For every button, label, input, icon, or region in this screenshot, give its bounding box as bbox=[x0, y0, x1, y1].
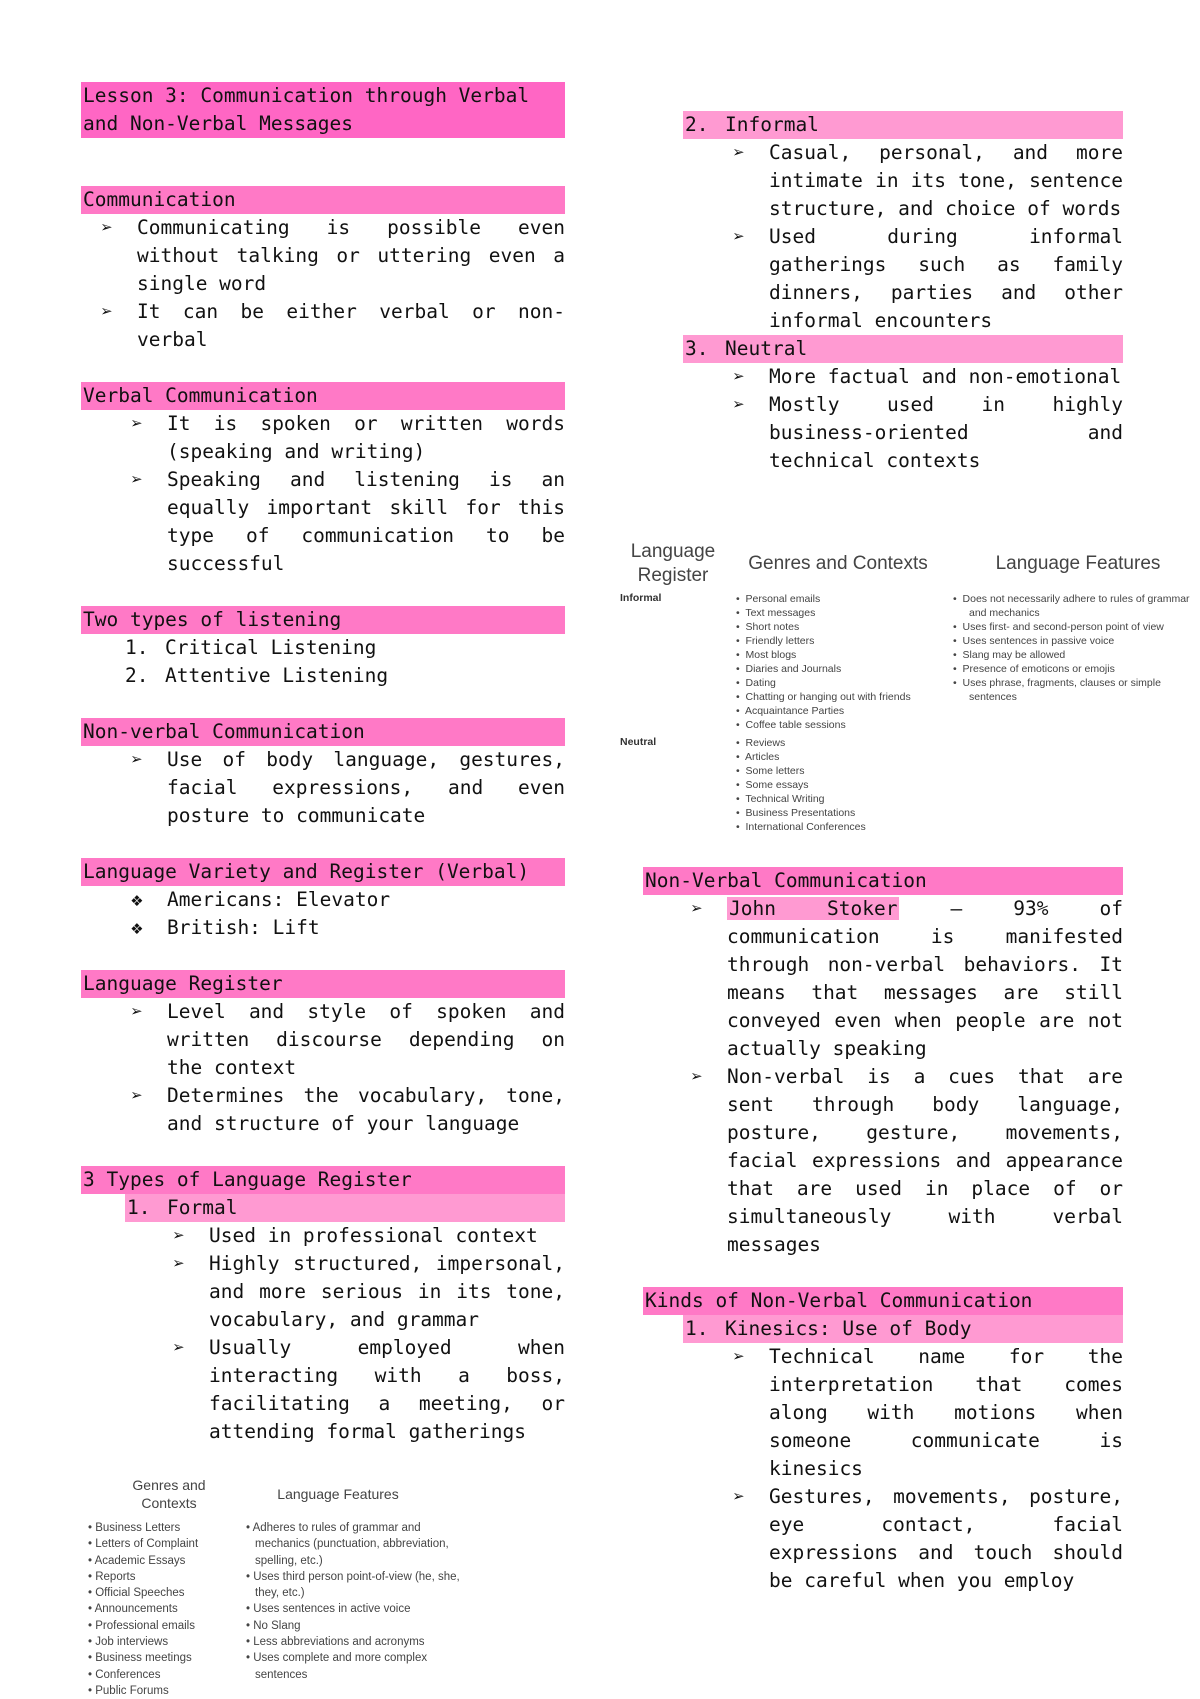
list-item: • Conferences bbox=[88, 1668, 161, 1681]
right-column-bottom bbox=[643, 867, 1123, 1595]
arrow-bullet-icon: ➢ bbox=[101, 216, 113, 239]
neutral-row-label: Neutral bbox=[620, 736, 657, 748]
arrow-bullet-icon: ➢ bbox=[131, 1084, 143, 1107]
formal-genres-list bbox=[88, 1520, 238, 1699]
list-item: ➢ It is spoken or written words (speaking and writing) bbox=[131, 412, 565, 463]
list-item: ➢ Gestures, movements, posture, eye contact, facial expressions and touch should be careful when you employ bbox=[733, 1485, 1123, 1592]
listening-heading: Two types of listening bbox=[81, 606, 565, 634]
register-table bbox=[618, 540, 1198, 840]
left-column bbox=[81, 82, 565, 1446]
variety-list bbox=[131, 886, 565, 942]
list-item: • Reviews bbox=[736, 737, 786, 749]
arrow-bullet-icon: ➢ bbox=[173, 1224, 185, 1247]
list-item: ❖ British: Lift bbox=[167, 914, 565, 942]
nonverbal-communication-heading: Non-Verbal Communication bbox=[643, 867, 1123, 895]
table-header-genres: Genres and Contexts bbox=[748, 553, 928, 574]
register-list bbox=[131, 998, 565, 1138]
list-item: • Official Speeches bbox=[88, 1587, 185, 1600]
communication-list bbox=[101, 214, 565, 354]
list-item: • No Slang bbox=[246, 1619, 301, 1632]
list-item: • Less abbreviations and acronyms bbox=[246, 1636, 425, 1649]
list-item: • Adheres to rules of grammar and mechanics (punctuation, abbreviation, spelling, etc.) bbox=[246, 1522, 449, 1567]
list-item: ➢ Determines the vocabulary, tone, and structure of your language bbox=[131, 1084, 565, 1135]
nonverbal-list bbox=[131, 746, 565, 830]
neutral-genres-list bbox=[736, 736, 956, 834]
verbal-list bbox=[131, 410, 565, 578]
formal-register-table bbox=[88, 1476, 488, 1697]
table-header-register: Language Register bbox=[630, 541, 716, 586]
register-heading: Language Register bbox=[81, 970, 565, 998]
formal-features-list bbox=[246, 1520, 461, 1683]
listening-list bbox=[125, 634, 565, 690]
table-header-features: Language Features bbox=[277, 1486, 399, 1502]
arrow-bullet-icon: ➢ bbox=[691, 897, 703, 920]
list-item: ➢ Communicating is possible even without talking or uttering even a single word bbox=[101, 216, 565, 295]
list-item: • Uses third person point-of-view (he, she, they, etc.) bbox=[246, 1570, 460, 1600]
kinesics-subheading: 1. Kinesics: Use of Body bbox=[683, 1315, 1123, 1343]
arrow-bullet-icon: ➢ bbox=[131, 1000, 143, 1023]
list-item: • Uses sentences in passive voice bbox=[953, 635, 1115, 647]
list-item: • Some essays bbox=[736, 779, 809, 791]
nonverbal-detail-list bbox=[691, 895, 1123, 1259]
register-types-heading: 3 Types of Language Register bbox=[81, 1166, 565, 1194]
list-item: ➢ Casual, personal, and more intimate in its tone, sentence structure, and choice of words bbox=[733, 141, 1123, 220]
right-column-top bbox=[683, 111, 1123, 475]
list-item: • Friendly letters bbox=[736, 635, 815, 647]
list-item: • Text messages bbox=[736, 607, 816, 619]
communication-heading: Communication bbox=[81, 186, 565, 214]
list-item: • Personal emails bbox=[736, 593, 821, 605]
list-item: ➢ Speaking and listening is an equally important skill for this type of communication to be successful bbox=[131, 468, 565, 575]
list-item: • Presence of emoticons or emojis bbox=[953, 663, 1115, 675]
list-item: ➢ John Stoker – 93% of communication is manifested through non-verbal behaviors. It means that messages are still conveyed even when people are not actually speaking bbox=[691, 897, 1123, 1060]
list-item: • Uses complete and more complex sentences bbox=[246, 1652, 428, 1681]
list-item: • Letters of Complaint bbox=[88, 1538, 199, 1551]
arrow-bullet-icon: ➢ bbox=[131, 748, 143, 771]
list-item: • Technical Writing bbox=[736, 793, 825, 805]
list-item: • Some letters bbox=[736, 765, 805, 777]
list-item: • Chatting or hanging out with friends bbox=[736, 691, 911, 703]
diamond-bullet-icon: ❖ bbox=[131, 916, 143, 939]
list-item: • International Conferences bbox=[736, 821, 866, 833]
list-item: • Most blogs bbox=[736, 649, 797, 661]
list-item: ➢ Technical name for the interpretation that comes along with motions when someone communicate is kinesics bbox=[733, 1345, 1123, 1480]
list-item: • Business Letters bbox=[88, 1522, 181, 1534]
list-item: • Acquaintance Parties bbox=[736, 705, 845, 717]
list-item: 1. Critical Listening bbox=[125, 636, 377, 659]
list-item: • Coffee table sessions bbox=[736, 719, 846, 731]
list-item: • Uses sentences in active voice bbox=[246, 1603, 411, 1616]
kinesics-list bbox=[733, 1343, 1123, 1595]
list-item: • Announcements bbox=[88, 1603, 178, 1616]
table-header-features: Language Features bbox=[995, 553, 1161, 574]
list-item: • Slang may be allowed bbox=[953, 649, 1066, 661]
list-item: • Articles bbox=[736, 751, 780, 763]
informal-features-list bbox=[953, 592, 1198, 704]
list-item: • Professional emails bbox=[88, 1619, 195, 1632]
verbal-heading: Verbal Communication bbox=[81, 382, 565, 410]
list-item: ➢ Mostly used in highly business-oriented and technical contexts bbox=[733, 393, 1123, 472]
list-item: ➢ Used during informal gatherings such as family dinners, parties and other informal encounters bbox=[733, 225, 1123, 332]
informal-row-label: Informal bbox=[620, 592, 662, 604]
arrow-bullet-icon: ➢ bbox=[101, 300, 113, 323]
list-item: ➢ It can be either verbal or non-verbal bbox=[101, 300, 565, 351]
variety-heading: Language Variety and Register (Verbal) bbox=[81, 858, 565, 886]
list-item: • Diaries and Journals bbox=[736, 663, 842, 675]
list-item: ➢ Usually employed when interacting with a boss, facilitating a meeting, or attending formal gatherings bbox=[173, 1336, 565, 1443]
arrow-bullet-icon: ➢ bbox=[733, 1345, 745, 1368]
list-item: • Business meetings bbox=[88, 1652, 192, 1665]
formal-subheading: 1. Formal bbox=[125, 1194, 565, 1222]
arrow-bullet-icon: ➢ bbox=[733, 393, 745, 416]
kinds-heading: Kinds of Non-Verbal Communication bbox=[643, 1287, 1123, 1315]
list-item: ➢ Level and style of spoken and written discourse depending on the context bbox=[131, 1000, 565, 1079]
arrow-bullet-icon: ➢ bbox=[733, 225, 745, 248]
arrow-bullet-icon: ➢ bbox=[131, 412, 143, 435]
list-item: ➢ Used in professional context bbox=[209, 1222, 565, 1250]
informal-subheading: 2. Informal bbox=[683, 111, 1123, 139]
list-item: • Reports bbox=[88, 1570, 136, 1583]
list-item: • Dating bbox=[736, 677, 776, 689]
list-item: ➢ Use of body language, gestures, facial expressions, and even posture to communicate bbox=[131, 748, 565, 827]
list-item: ➢ Non-verbal is a cues that are sent through body language, posture, gesture, movements, facial expressions and appearance that are used in place of or simultaneously with verbal messages bbox=[691, 1065, 1123, 1256]
list-item: • Business Presentations bbox=[736, 807, 856, 819]
formal-list bbox=[173, 1222, 565, 1446]
list-item: ➢ Highly structured, impersonal, and more serious in its tone, vocabulary, and grammar bbox=[173, 1252, 565, 1331]
nonverbal-heading: Non-verbal Communication bbox=[81, 718, 565, 746]
arrow-bullet-icon: ➢ bbox=[733, 1485, 745, 1508]
list-item: 2. Attentive Listening bbox=[125, 664, 389, 687]
informal-genres-list bbox=[736, 592, 956, 732]
arrow-bullet-icon: ➢ bbox=[733, 365, 745, 388]
list-item: • Short notes bbox=[736, 621, 800, 633]
arrow-bullet-icon: ➢ bbox=[173, 1336, 185, 1359]
list-item: • Uses first- and second-person point of view bbox=[953, 621, 1164, 633]
neutral-subheading: 3. Neutral bbox=[683, 335, 1123, 363]
list-item: • Uses phrase, fragments, clauses or simple sentences bbox=[953, 677, 1161, 703]
arrow-bullet-icon: ➢ bbox=[691, 1065, 703, 1088]
arrow-bullet-icon: ➢ bbox=[173, 1252, 185, 1275]
list-item: • Public Forums bbox=[88, 1684, 169, 1697]
lesson-title: Lesson 3: Communication through Verbal and Non-Verbal Messages bbox=[81, 82, 565, 138]
list-item: • Job interviews bbox=[88, 1636, 169, 1649]
arrow-bullet-icon: ➢ bbox=[131, 468, 143, 491]
diamond-bullet-icon: ❖ bbox=[131, 888, 143, 911]
neutral-list bbox=[733, 363, 1123, 475]
informal-list bbox=[733, 139, 1123, 335]
list-item: ➢ More factual and non-emotional bbox=[769, 363, 1123, 391]
table-header-genres: Genres and Contexts bbox=[132, 1477, 206, 1511]
list-item: ❖ Americans: Elevator bbox=[167, 886, 565, 914]
arrow-bullet-icon: ➢ bbox=[733, 141, 745, 164]
list-item: • Academic Essays bbox=[88, 1554, 186, 1567]
list-item: • Does not necessarily adhere to rules of grammar and mechanics bbox=[953, 593, 1190, 619]
